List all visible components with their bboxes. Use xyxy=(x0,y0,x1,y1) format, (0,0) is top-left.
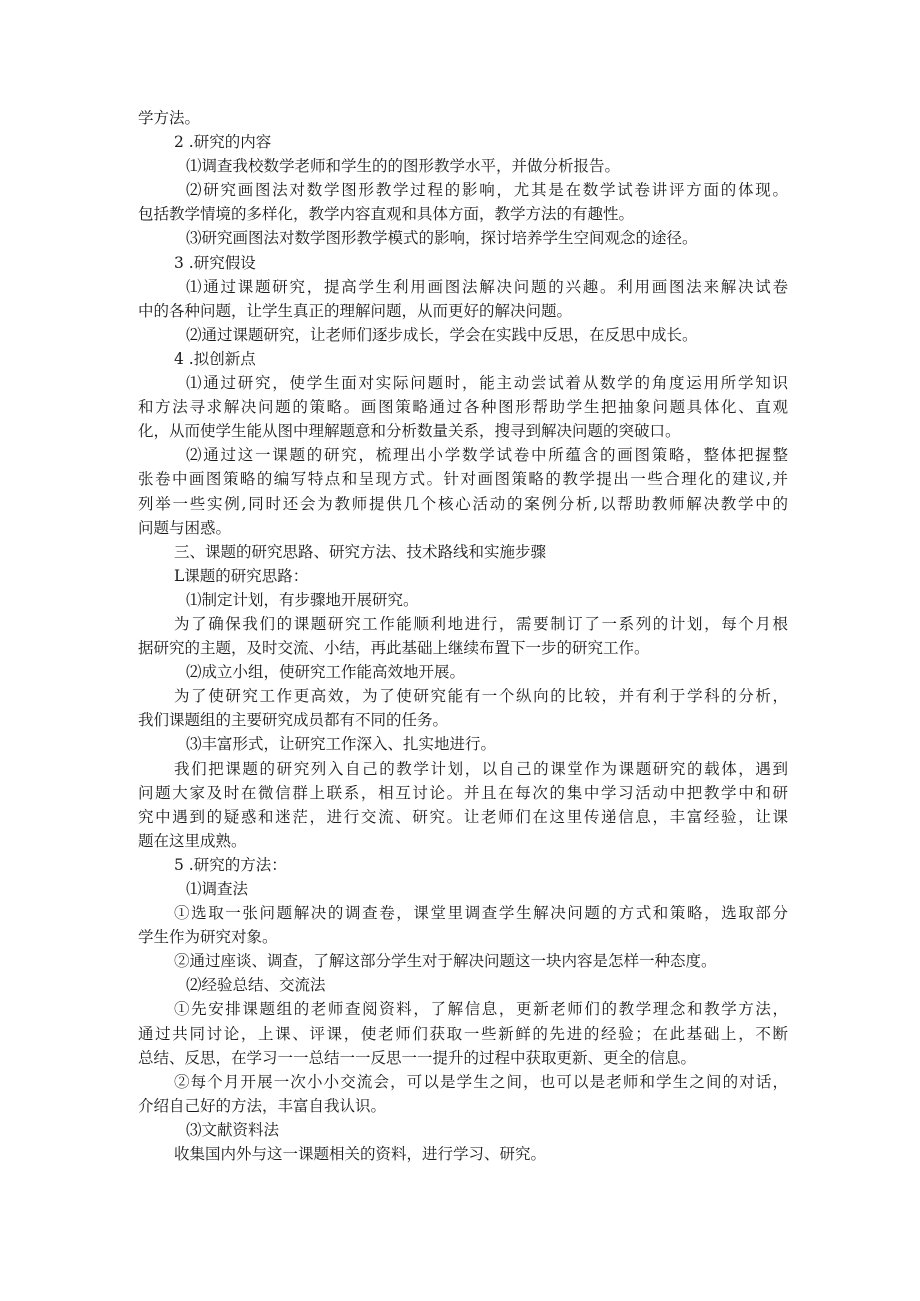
text-line: 问题与困惑。 xyxy=(138,518,232,537)
text-line: 为了确保我们的课题研究工作能顺利地进行，需要制订了一系列的计划，每个月根 xyxy=(174,614,788,633)
text-line: 5 .研究的方法： xyxy=(174,855,287,874)
text-line: ⑶研究画图法对数学图形教学模式的影响，探讨培养学生空间观念的途径。 xyxy=(186,229,698,248)
text-line: 通过共同讨论，上课、评课，使老师们获取一些新鲜的先进的经验；在此基础上，不断 xyxy=(138,1024,788,1043)
text-line: ⑴调查法 xyxy=(186,880,249,898)
text-line: 中的各种问题，让学生真正的理解问题，从而更好的解决问题。 xyxy=(138,301,573,320)
text-line: 张卷中画图策略的编写特点和呈现方式。针对画图策略的教学提出一些合理化的建议,并 xyxy=(138,470,788,489)
text-line: 学生作为研究对象。 xyxy=(138,928,278,947)
text-line: ⑵通过这一课题的研究，梳理出小学数学试卷中所蕴含的画图策略，整体把握整 xyxy=(186,446,788,465)
text-line: ⑴通过研究，使学生面对实际问题时，能主动尝试着从数学的角度运用所学知识 xyxy=(186,374,788,393)
text-line: 总结、反思，在学习一一总结一一反思一一提升的过程中获取更新、更全的信息。 xyxy=(138,1048,697,1067)
text-line: 2 .研究的内容 xyxy=(174,133,272,152)
text-line: 三、课题的研究思路、研究方法、技术路线和实施步骤 xyxy=(174,542,547,561)
text-line: ⑴调查我校数学老师和学生的的图形教学水平，并做分析报告。 xyxy=(186,157,621,176)
text-line: 4 .拟创新点 xyxy=(174,349,256,368)
text-line: 问题大家及时在微信群上联系，相互讨论。并且在每次的集中学习活动中把教学中和研 xyxy=(138,783,788,802)
text-line: ①选取一张问题解决的调查卷，课堂里调查学生解决问题的方式和策略，选取部分 xyxy=(174,904,788,923)
text-line: 收集国内外与这一课题相关的资料，进行学习、研究。 xyxy=(174,1145,547,1164)
text-line: L课题的研究思路： xyxy=(174,566,309,585)
text-line: ⑶文献资料法 xyxy=(186,1120,280,1139)
text-line: 我们把课题的研究列入自己的教学计划，以自己的课堂作为课题研究的载体，遇到 xyxy=(174,759,788,778)
text-line: 介绍自己好的方法，丰富自我认识。 xyxy=(138,1096,387,1115)
text-line: 据研究的主题，及时交流、小结，再此基础上继续布置下一步的研究工作。 xyxy=(138,639,650,658)
text-line: ②通过座谈、调查，了解这部分学生对于解决问题这一块内容是怎样一种态度。 xyxy=(174,952,717,971)
text-line: 包括教学情境的多样化，教学内容直观和具体方面，教学方法的有趣性。 xyxy=(138,205,635,224)
text-line: ⑵通过课题研究，让老师们逐步成长，学会在实践中反思，在反思中成长。 xyxy=(186,325,698,344)
text-line: ⑵研究画图法对数学图形教学过程的影响，尤其是在数学试卷讲评方面的体现。 xyxy=(186,181,788,200)
text-line: 题在这里成熟。 xyxy=(138,831,247,850)
text-line: 为了使研究工作更高效，为了使研究能有一个纵向的比较，并有利于学科的分析， xyxy=(174,687,788,706)
text-line: 3 .研究假设 xyxy=(174,253,256,272)
text-line: 究中遇到的疑惑和迷茫，进行交流、研究。让老师们在这里传递信息，丰富经验，让课 xyxy=(138,807,788,826)
text-line: ⑵成立小组，使研究工作能高效地开展。 xyxy=(186,663,466,682)
text-line: ⑵经验总结、交流法 xyxy=(186,976,326,995)
text-line: 和方法寻求解决问题的策略。画图策略通过各种图形帮助学生把抽象问题具体化、直观 xyxy=(138,398,788,417)
text-line: ⑴通过课题研究，提高学生利用画图法解决问题的兴趣。利用画图法来解决试卷 xyxy=(186,277,788,296)
text-line: ⑴制定计划，有步骤地开展研究。 xyxy=(186,590,419,609)
text-line: 我们课题组的主要研究成员都有不同的任务。 xyxy=(138,711,449,730)
text-line: 列举一些实例,同时还会为教师提供几个核心活动的案例分析,以帮助教师解决教学中的 xyxy=(138,494,788,513)
text-line: 化，从而使学生能从图中理解题意和分析数量关系，搜寻到解决问题的突破口。 xyxy=(138,422,681,441)
text-line: ⑶丰富形式，让研究工作深入、扎实地进行。 xyxy=(186,735,497,754)
document-page xyxy=(138,106,788,1166)
text-line: 学方法。 xyxy=(138,109,201,127)
text-line: ②每个月开展一次小小交流会，可以是学生之间，也可以是老师和学生之间的对话， xyxy=(174,1072,788,1091)
text-line: ①先安排课题组的老师查阅资料，了解信息，更新老师们的教学理念和教学方法， xyxy=(174,1000,788,1019)
